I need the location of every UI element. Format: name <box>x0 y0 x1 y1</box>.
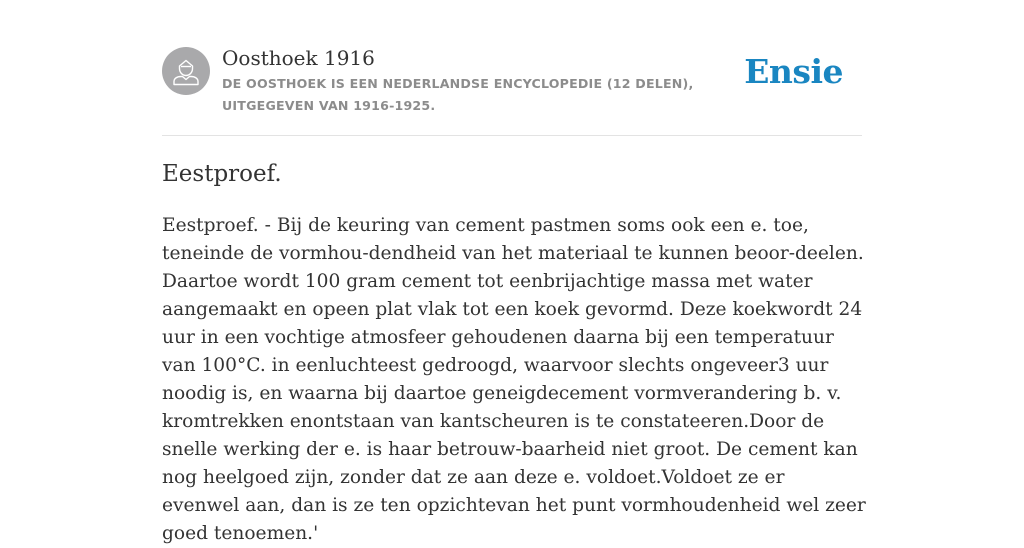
source-header <box>162 46 862 136</box>
source-description: DE OOSTHOEK IS EEN NEDERLANDSE ENCYCLOPEDIE (12 DELEN), UITGEGEVEN VAN 1916-1925. <box>222 76 694 113</box>
entry-title: Eestproef. <box>162 161 282 187</box>
user-placeholder-icon <box>162 47 210 95</box>
entry-body: Eestproef. - Bij de keuring van cement pastmen soms ook een e. toe, teneinde de vormhou-dendheid van het materiaal te kunnen beoor-deelen. Daartoe wordt 100 gram cement tot eenbrijachtige massa met water aangemaakt en opeen plat vlak tot een koek gevormd. Deze koekwordt 24 uur in een vochtige atmosfeer gehoudenen daarna bij een temperatuur van 100°C. in eenluchteest gedroogd, waarvoor slechts ongeveer3 uur noodig is, en waarna bij daartoe geneigdecement vormverandering b. v. kromtrekken enontstaan van kantscheuren is te constateeren.Door de snelle werking der e. is haar betrouw-baarheid niet groot. De cement kan nog heelgoed zijn, zonder dat ze aan deze e. voldoet.Voldoet ze er evenwel aan, dan is ze ten opzichtevan het punt vormhoudenheid wel zeer goed tenoemen.' <box>162 215 866 544</box>
avatar[interactable] <box>162 47 210 95</box>
source-title[interactable]: Oosthoek 1916 <box>222 46 375 70</box>
ensie-logo[interactable]: Ensie <box>744 52 843 91</box>
header-divider <box>162 135 862 136</box>
